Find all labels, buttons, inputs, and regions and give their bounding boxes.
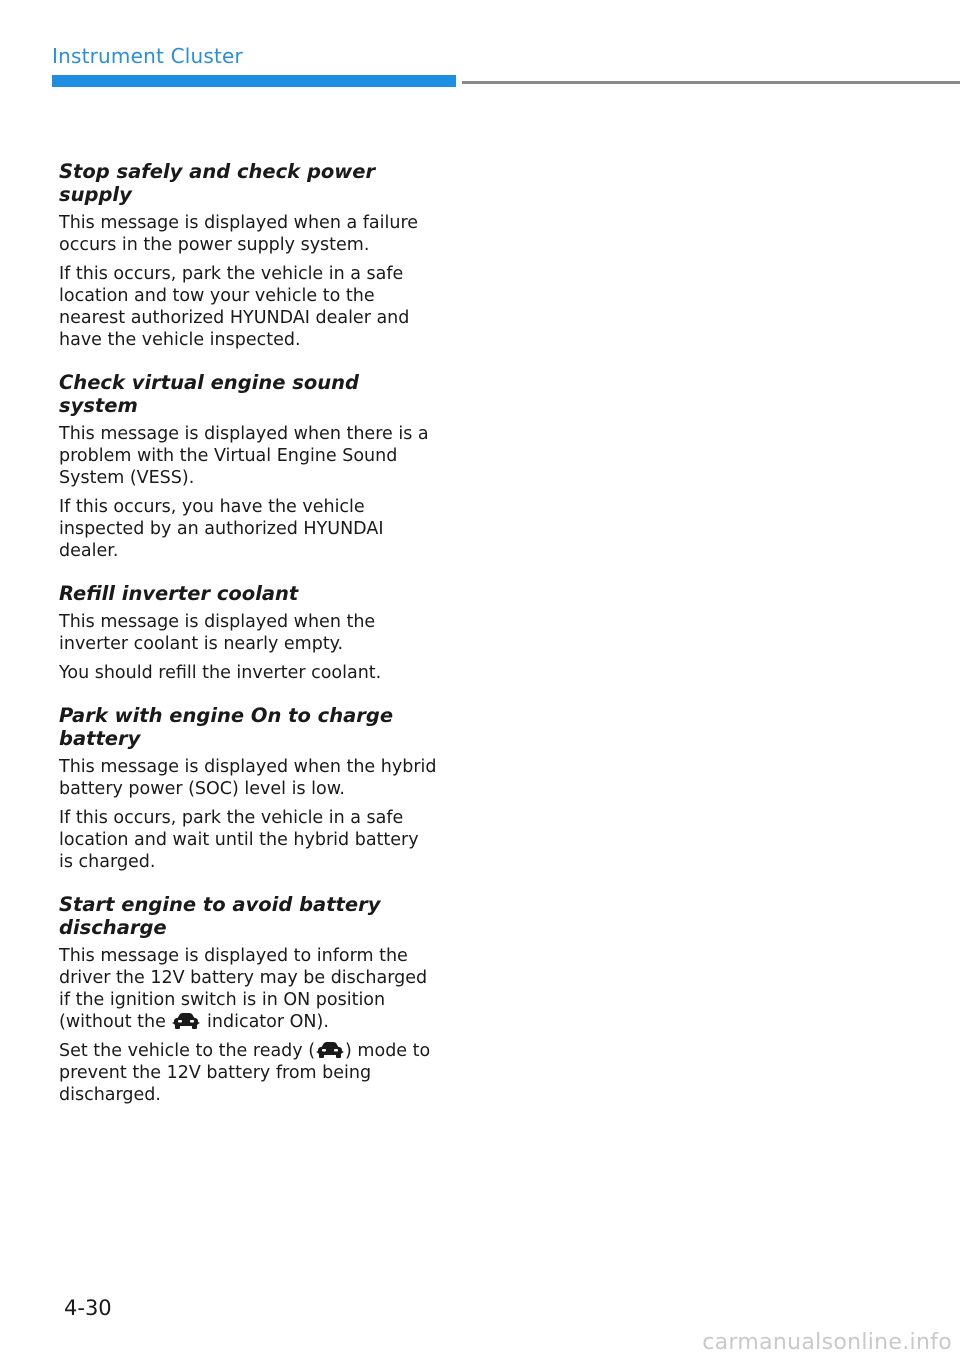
section-paragraph (59, 1040, 437, 1106)
section-paragraph: If this occurs, park the vehicle in a safe location and wait until the hybrid battery is charged. (59, 808, 419, 872)
section-heading: Stop safely and check power supply (59, 160, 376, 206)
watermark: carmanualsonline.info (702, 1330, 952, 1355)
section-heading: Start engine to avoid battery discharge (59, 893, 381, 939)
section-paragraph (59, 945, 437, 1033)
section-heading: Check virtual engine sound system (59, 371, 359, 417)
section-refill-coolant (59, 582, 437, 684)
ready-car-icon (315, 1041, 345, 1059)
header-accent-bar (52, 75, 456, 87)
paragraph-text: (without the (59, 1012, 172, 1032)
chapter-title: Instrument Cluster (52, 44, 243, 68)
section-stop-safely (59, 160, 437, 351)
section-heading: Refill inverter coolant (59, 582, 299, 605)
paragraph-text: This message is displayed to inform the driver the 12V battery may be discharged if the ignition switch is in ON position (59, 946, 428, 1010)
page-number: 4-30 (64, 1296, 112, 1320)
section-check-vess (59, 371, 437, 562)
section-start-engine (59, 893, 437, 1106)
section-paragraph: You should refill the inverter coolant. (59, 663, 382, 683)
section-paragraph: If this occurs, you have the vehicle inspected by an authorized HYUNDAI dealer. (59, 497, 384, 561)
section-paragraph: This message is displayed when the inverter coolant is nearly empty. (59, 612, 376, 654)
header-divider-line (462, 81, 960, 84)
section-paragraph: This message is displayed when there is a problem with the Virtual Engine Sound System (VESS). (59, 424, 429, 488)
main-content (59, 160, 437, 1126)
section-paragraph: This message is displayed when a failure occurs in the power supply system. (59, 213, 419, 255)
section-paragraph: This message is displayed when the hybrid battery power (SOC) level is low. (59, 757, 437, 799)
section-paragraph: If this occurs, park the vehicle in a safe location and tow your vehicle to the nearest authorized HYUNDAI dealer and have the vehicle inspected. (59, 264, 410, 350)
paragraph-text: Set the vehicle to the ready ( (59, 1041, 316, 1061)
section-park-charge-battery (59, 704, 437, 873)
paragraph-text: ) mode to prevent the 12V battery from being discharged. (59, 1041, 431, 1105)
section-heading: Park with engine On to charge battery (59, 704, 394, 750)
paragraph-text: indicator ON). (201, 1012, 329, 1032)
ready-car-icon (171, 1012, 201, 1030)
